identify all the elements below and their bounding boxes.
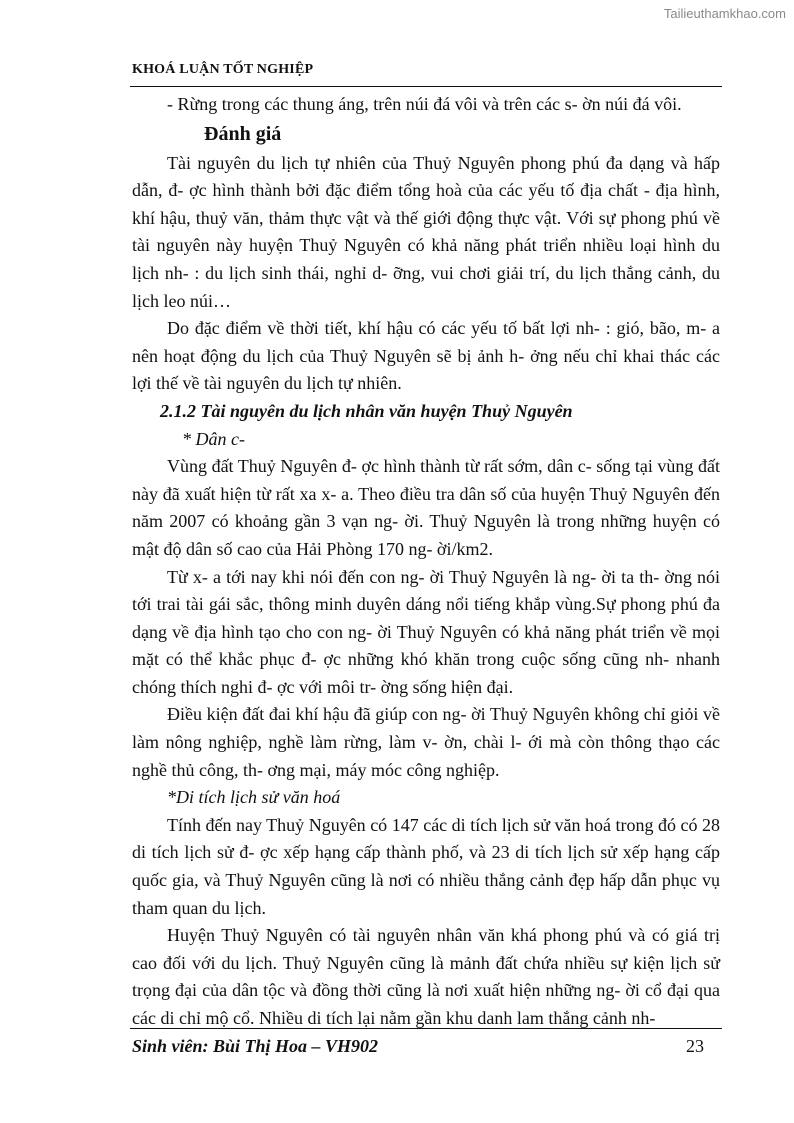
footer-student-name: Sinh viên: Bùi Thị Hoa – VH902 (132, 1036, 379, 1056)
subheading-dan-cu: * Dân c- (182, 428, 245, 449)
paragraph-forest: - Rừng trong các thung áng, trên núi đá vôi và trên các s- ờn núi đá vôi. (167, 94, 682, 114)
paragraph-people: Từ x- a tới nay khi nói đến con ng- ời Thuỷ Nguyên là ng- ời ta th- ờng nói tới trai tài gái sắc, thông minh duyên dáng nổi tiếng khắp vùng.Sự phong phú đa dạng về địa hình tạo cho con ng- ời Thuỷ Nguyên có khả năng phát triển về mọi mặt có thể khắc phục đ- ợc những khó khăn trong cuộc sống cũng nh- nhanh chóng thích nghi đ- ợc với môi tr- ờng sống hiện đại. (132, 566, 720, 697)
document-body (132, 91, 720, 1033)
paragraph-cultural-resources: Huyện Thuỷ Nguyên có tài nguyên nhân văn khá phong phú và có giá trị cao đối với du lịch. Thuỷ Nguyên cũng là mảnh đất chứa nhiều sự kiện lịch sử trọng đại của dân tộc và đồng thời cũng là nơi xuất hiện những ng- ời cổ đại qua các di chỉ mộ cổ. Nhiều di tích lại nằm gần khu danh lam thắng cảnh nh- (132, 925, 720, 1028)
paragraph-weather: Do đặc điểm về thời tiết, khí hậu có các yếu tố bất lợi nh- : gió, bão, m- a nên hoạt động du lịch của Thuỷ Nguyên sẽ bị ảnh h- ởng nếu chỉ khai thác các lợi thế về tài nguyên du lịch tự nhiên. (132, 318, 720, 394)
header-divider (130, 86, 722, 87)
paragraph-relics-count: Tính đến nay Thuỷ Nguyên có 147 các di tích lịch sử văn hoá trong đó có 28 di tích lịch sử đ- ợc xếp hạng cấp thành phố, và 23 di tích lịch sử xếp hạng cấp quốc gia, và Thuỷ Nguyên cũng là nơi có nhiều thắng cảnh đẹp hấp dẫn phục vụ tham quan du lịch. (132, 814, 720, 918)
page-header-title: KHOÁ LUẬN TỐT NGHIỆP (132, 62, 314, 77)
paragraph-natural-resources: Tài nguyên du lịch tự nhiên của Thuỷ Nguyên phong phú đa dạng và hấp dẫn, đ- ợc hình thành bởi đặc điểm tổng hoà của các yếu tố địa chất - địa hình, khí hậu, thuỷ văn, thảm thực vật và thế giới động thực vật. Với sự phong phú về tài nguyên này huyện Thuỷ Nguyên có khả năng phát triển nhiều loại hình du lịch nh- : du lịch sinh thái, nghỉ d- ỡng, vui chơi giải trí, du lịch thắng cảnh, du lịch leo núi… (132, 152, 720, 311)
section-heading-2-1-2: 2.1.2 Tài nguyên du lịch nhân văn huyện Thuỷ Nguyên (160, 400, 573, 421)
subheading-di-tich: *Di tích lịch sử văn hoá (167, 787, 341, 808)
heading-danh-gia: Đánh giá (204, 122, 282, 145)
paragraph-occupations: Điều kiện đất đai khí hậu đã giúp con ng- ời Thuỷ Nguyên không chỉ giỏi về làm nông nghiệp, nghề làm rừng, làm v- ờn, chài l- ới mà còn thông thạo các nghề thủ công, th- ơng mại, máy móc công nghiệp. (132, 704, 720, 780)
page-number: 23 (686, 1036, 704, 1056)
watermark-text: Tailieuthamkhao.com (663, 6, 786, 21)
paragraph-population: Vùng đất Thuỷ Nguyên đ- ợc hình thành từ rất sớm, dân c- sống tại vùng đất này đã xuất hiện từ rất xa x- a. Theo điều tra dân số của huyện Thuỷ Nguyên đến năm 2007 có khoảng gần 3 vạn ng- ời. Thuỷ Nguyên là trong những huyện có mật độ dân số cao của Hải Phòng 170 ng- ời/km2. (132, 456, 720, 559)
footer-divider (130, 1028, 722, 1029)
